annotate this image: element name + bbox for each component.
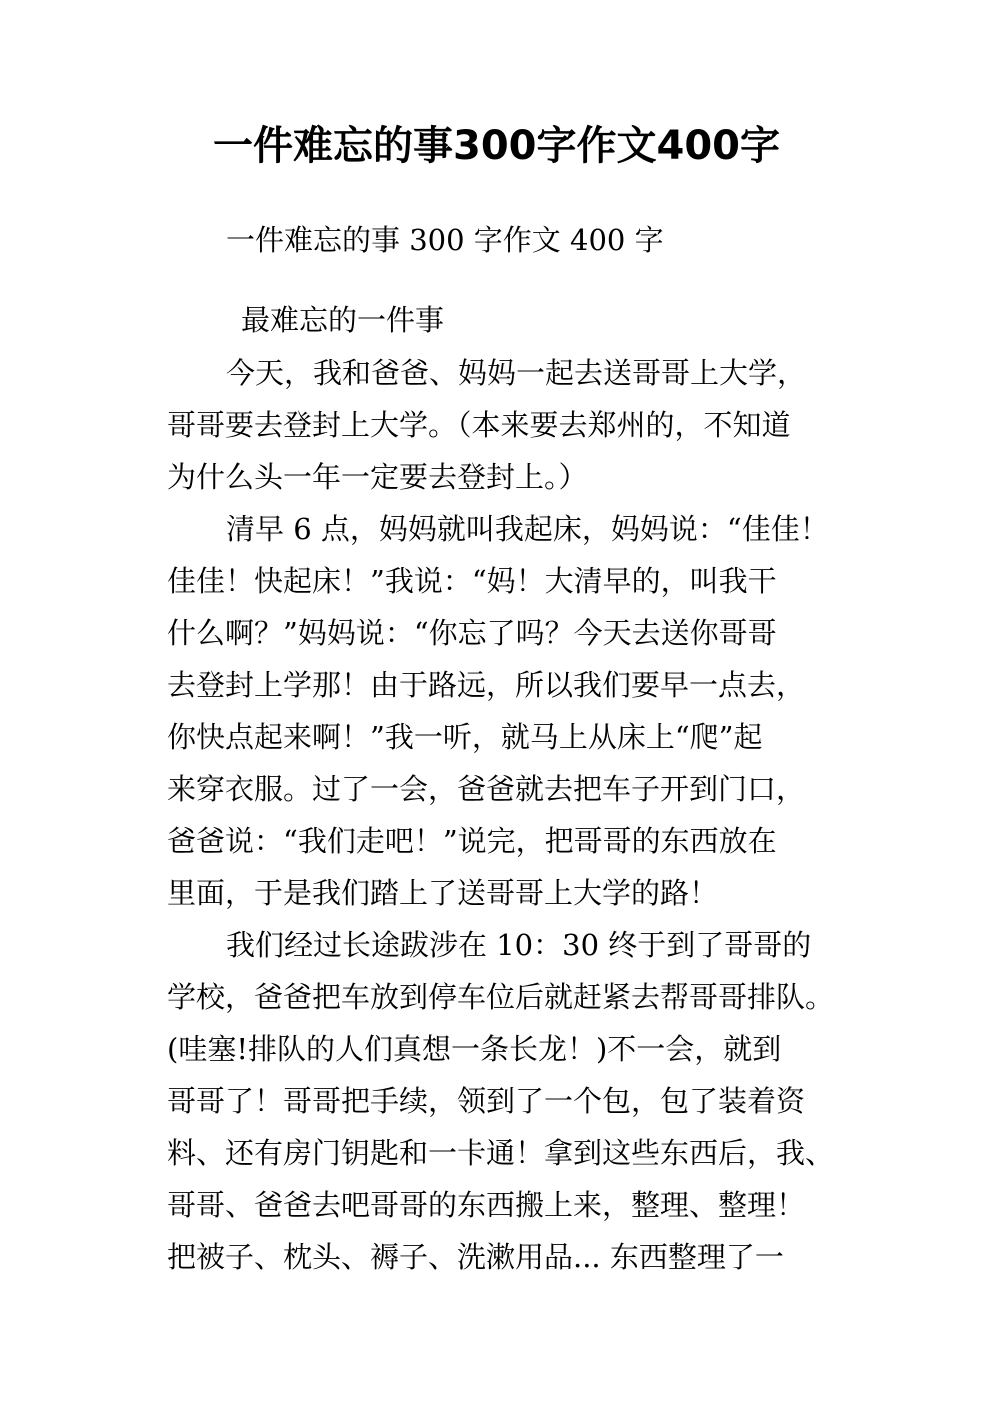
body-line: 爸爸说：“我们走吧！”说完，把哥哥的东西放在 — [167, 824, 777, 858]
body-line: 哥哥了！哥哥把手续，领到了一个包，包了装着资 — [167, 1084, 806, 1118]
body-line: 今天，我和爸爸、妈妈一起去送哥哥上大学， — [226, 356, 807, 390]
body-line: 把被子、枕头、褥子、洗漱用品... 东西整理了一 — [167, 1240, 784, 1274]
body-line: 你快点起来啊！”我一听，就马上从床上“爬”起 — [167, 720, 763, 754]
body-line: 哥哥要去登封上大学。（本来要去郑州的，不知道 — [167, 408, 791, 442]
body-line: 佳佳！快起床！”我说：“妈！大清早的，叫我干 — [167, 564, 777, 598]
body-line: 学校，爸爸把车放到停车位后就赶紧去帮哥哥排队。 — [167, 980, 835, 1014]
body-line: 我们经过长途跋涉在 10：30 终于到了哥哥的 — [226, 928, 812, 962]
body-line: 料、还有房门钥匙和一卡通！拿到这些东西后，我、 — [167, 1136, 835, 1170]
body-line: 哥哥、爸爸去吧哥哥的东西搬上来，整理、整理！ — [167, 1188, 806, 1222]
body-line: 清早 6 点，妈妈就叫我起床，妈妈说：“佳佳！ — [226, 512, 829, 546]
body-line: 一件难忘的事 300 字作文 400 字 — [226, 223, 664, 257]
body-line: 最难忘的一件事 — [241, 303, 445, 337]
body-line: (哇塞!排队的人们真想一条长龙！)不一会，就到 — [167, 1032, 782, 1066]
document-title: 一件难忘的事300字作文400字 — [213, 123, 780, 169]
body-line: 里面，于是我们踏上了送哥哥上大学的路！ — [167, 876, 719, 910]
body-line: 来穿衣服。过了一会，爸爸就去把车子开到门口， — [167, 772, 806, 806]
body-line: 为什么头一年一定要去登封上。） — [167, 460, 588, 494]
body-line: 去登封上学那！由于路远，所以我们要早一点去， — [167, 668, 806, 702]
body-line: 什么啊？”妈妈说：“你忘了吗？今天去送你哥哥 — [167, 616, 777, 650]
